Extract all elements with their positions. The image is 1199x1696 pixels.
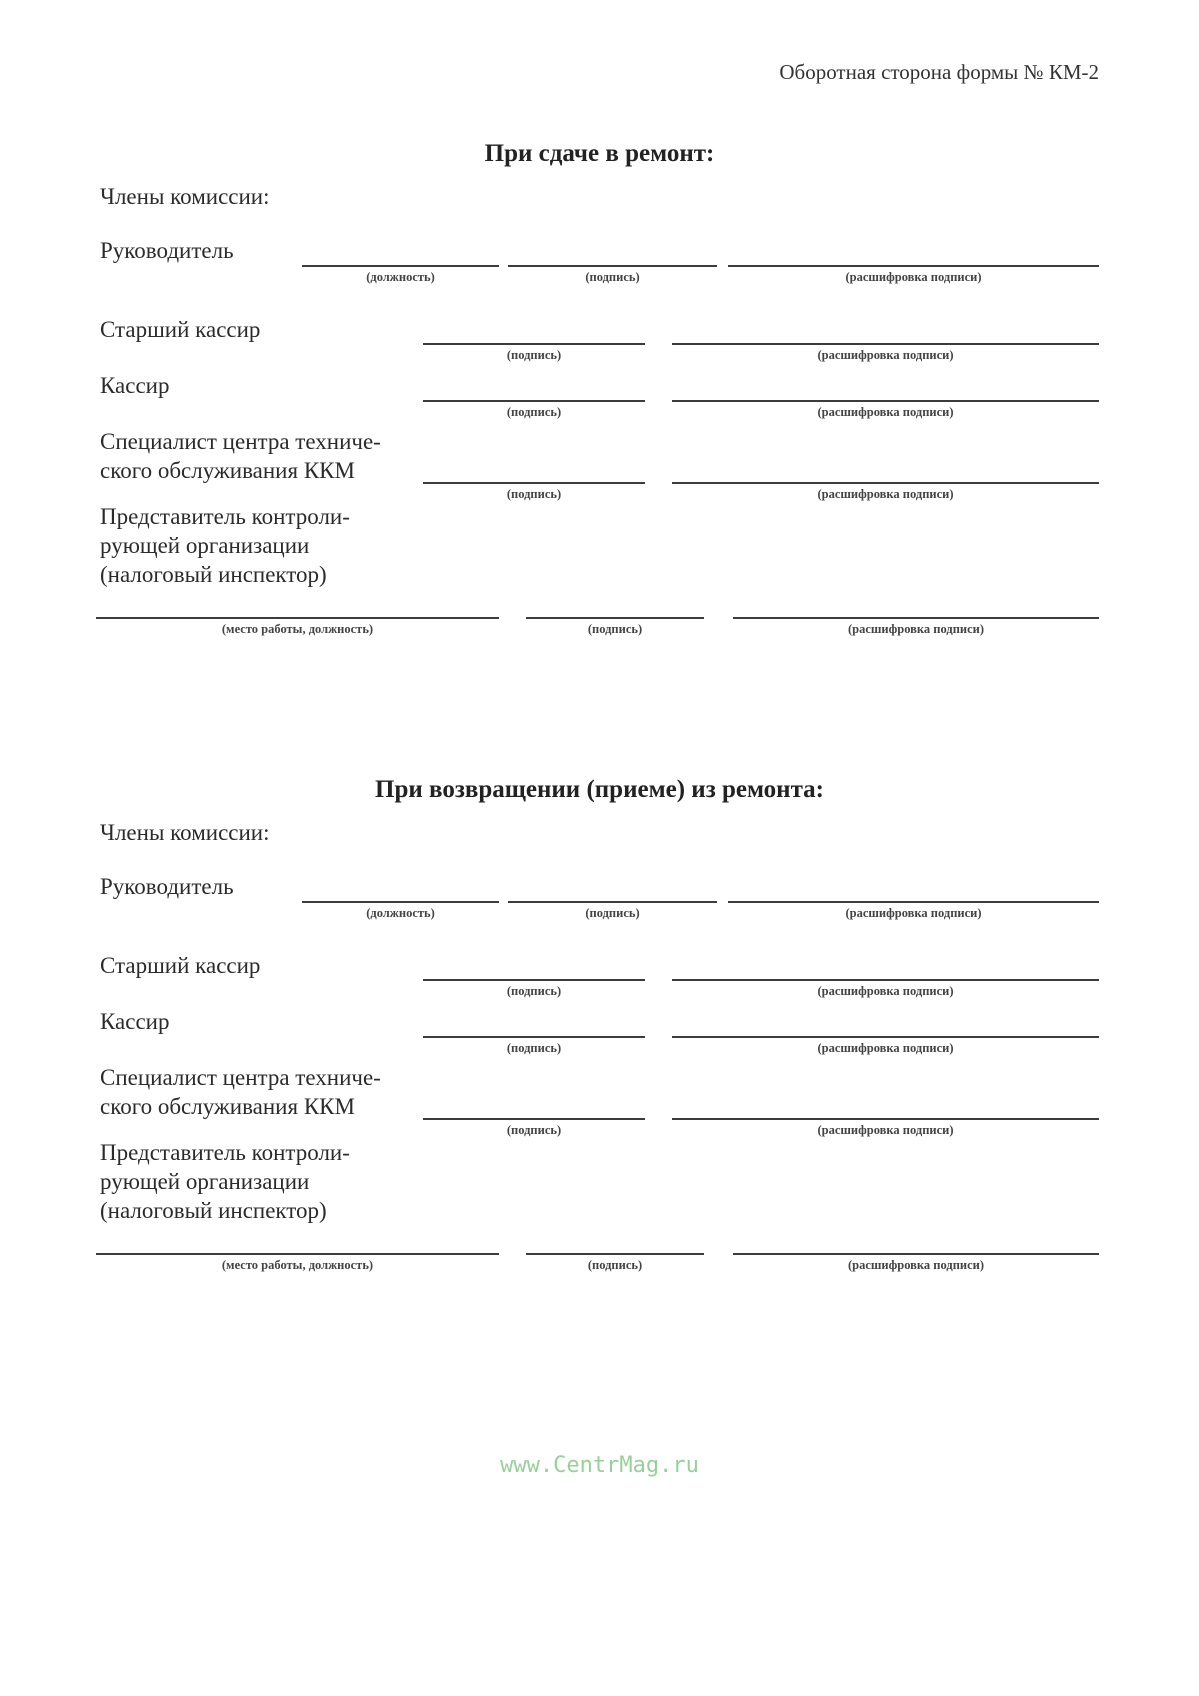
senior-cashier-label: Старший кассир	[100, 317, 261, 342]
head-decoding-line[interactable]	[728, 901, 1099, 903]
senior-cashier-signature-line[interactable]	[423, 979, 645, 981]
signature-caption: (подпись)	[585, 270, 640, 284]
decoding-caption: (расшифровка подписи)	[845, 270, 982, 284]
representative-label-line1: Представитель контроли-	[100, 1140, 350, 1165]
specialist-signature-line[interactable]	[423, 1118, 645, 1120]
signature-caption: (подпись)	[587, 622, 643, 636]
specialist-label-line2: ского обслуживания ККМ	[100, 1094, 355, 1119]
commission-label: Члены комиссии:	[100, 184, 270, 209]
representative-label-line3: (налоговый инспектор)	[100, 1198, 327, 1223]
signature-caption: (подпись)	[506, 1041, 562, 1055]
head-signature-line[interactable]	[508, 265, 717, 267]
signature-caption: (подпись)	[587, 1258, 643, 1272]
decoding-caption: (расшифровка подписи)	[817, 1041, 954, 1055]
form-side-header: Оборотная сторона формы № КМ-2	[779, 60, 1099, 84]
decoding-caption: (расшифровка подписи)	[817, 1123, 954, 1137]
signature-caption: (подпись)	[506, 348, 562, 362]
specialist-decoding-line[interactable]	[672, 1118, 1099, 1120]
cashier-decoding-line[interactable]	[672, 400, 1099, 402]
cashier-decoding-line[interactable]	[672, 1036, 1099, 1038]
head-decoding-line[interactable]	[728, 265, 1099, 267]
signature-caption: (подпись)	[506, 984, 562, 998]
specialist-decoding-line[interactable]	[672, 482, 1099, 484]
representative-workplace-line[interactable]	[96, 617, 499, 619]
head-position-line[interactable]	[302, 901, 499, 903]
senior-cashier-signature-line[interactable]	[423, 343, 645, 345]
section-title: При сдаче в ремонт:	[484, 140, 715, 167]
decoding-caption: (расшифровка подписи)	[845, 906, 982, 920]
head-label: Руководитель	[100, 874, 234, 899]
commission-label: Члены комиссии:	[100, 820, 270, 845]
signature-caption: (подпись)	[506, 405, 562, 419]
representative-label-line3: (налоговый инспектор)	[100, 562, 327, 587]
decoding-caption: (расшифровка подписи)	[847, 622, 985, 636]
decoding-caption: (расшифровка подписи)	[817, 984, 954, 998]
cashier-label: Кассир	[100, 1009, 170, 1034]
workplace-caption: (место работы, должность)	[221, 1258, 374, 1272]
head-signature-line[interactable]	[508, 901, 717, 903]
decoding-caption: (расшифровка подписи)	[817, 487, 954, 501]
representative-label-line1: Представитель контроли-	[100, 504, 350, 529]
head-position-line[interactable]	[302, 265, 499, 267]
specialist-signature-line[interactable]	[423, 482, 645, 484]
position-caption: (должность)	[366, 270, 435, 284]
senior-cashier-decoding-line[interactable]	[672, 343, 1099, 345]
watermark: www.CentrMag.ru	[500, 1453, 699, 1478]
cashier-signature-line[interactable]	[423, 1036, 645, 1038]
specialist-label-line1: Специалист центра техниче-	[100, 429, 381, 454]
representative-workplace-line[interactable]	[96, 1253, 499, 1255]
cashier-label: Кассир	[100, 373, 170, 398]
signature-caption: (подпись)	[585, 906, 640, 920]
representative-label-line2: рующей организации	[100, 1169, 310, 1194]
position-caption: (должность)	[366, 906, 435, 920]
decoding-caption: (расшифровка подписи)	[817, 348, 954, 362]
specialist-label-line1: Специалист центра техниче-	[100, 1065, 381, 1090]
decoding-caption: (расшифровка подписи)	[847, 1258, 985, 1272]
workplace-caption: (место работы, должность)	[221, 622, 374, 636]
specialist-label-line2: ского обслуживания ККМ	[100, 458, 355, 483]
decoding-caption: (расшифровка подписи)	[817, 405, 954, 419]
section-title: При возвращении (приеме) из ремонта:	[375, 776, 824, 803]
representative-decoding-line[interactable]	[733, 1253, 1099, 1255]
representative-signature-line[interactable]	[526, 617, 704, 619]
representative-signature-line[interactable]	[526, 1253, 704, 1255]
signature-caption: (подпись)	[506, 487, 562, 501]
senior-cashier-label: Старший кассир	[100, 953, 261, 978]
senior-cashier-decoding-line[interactable]	[672, 979, 1099, 981]
signature-caption: (подпись)	[506, 1123, 562, 1137]
head-label: Руководитель	[100, 238, 234, 263]
representative-decoding-line[interactable]	[733, 617, 1099, 619]
cashier-signature-line[interactable]	[423, 400, 645, 402]
representative-label-line2: рующей организации	[100, 533, 310, 558]
